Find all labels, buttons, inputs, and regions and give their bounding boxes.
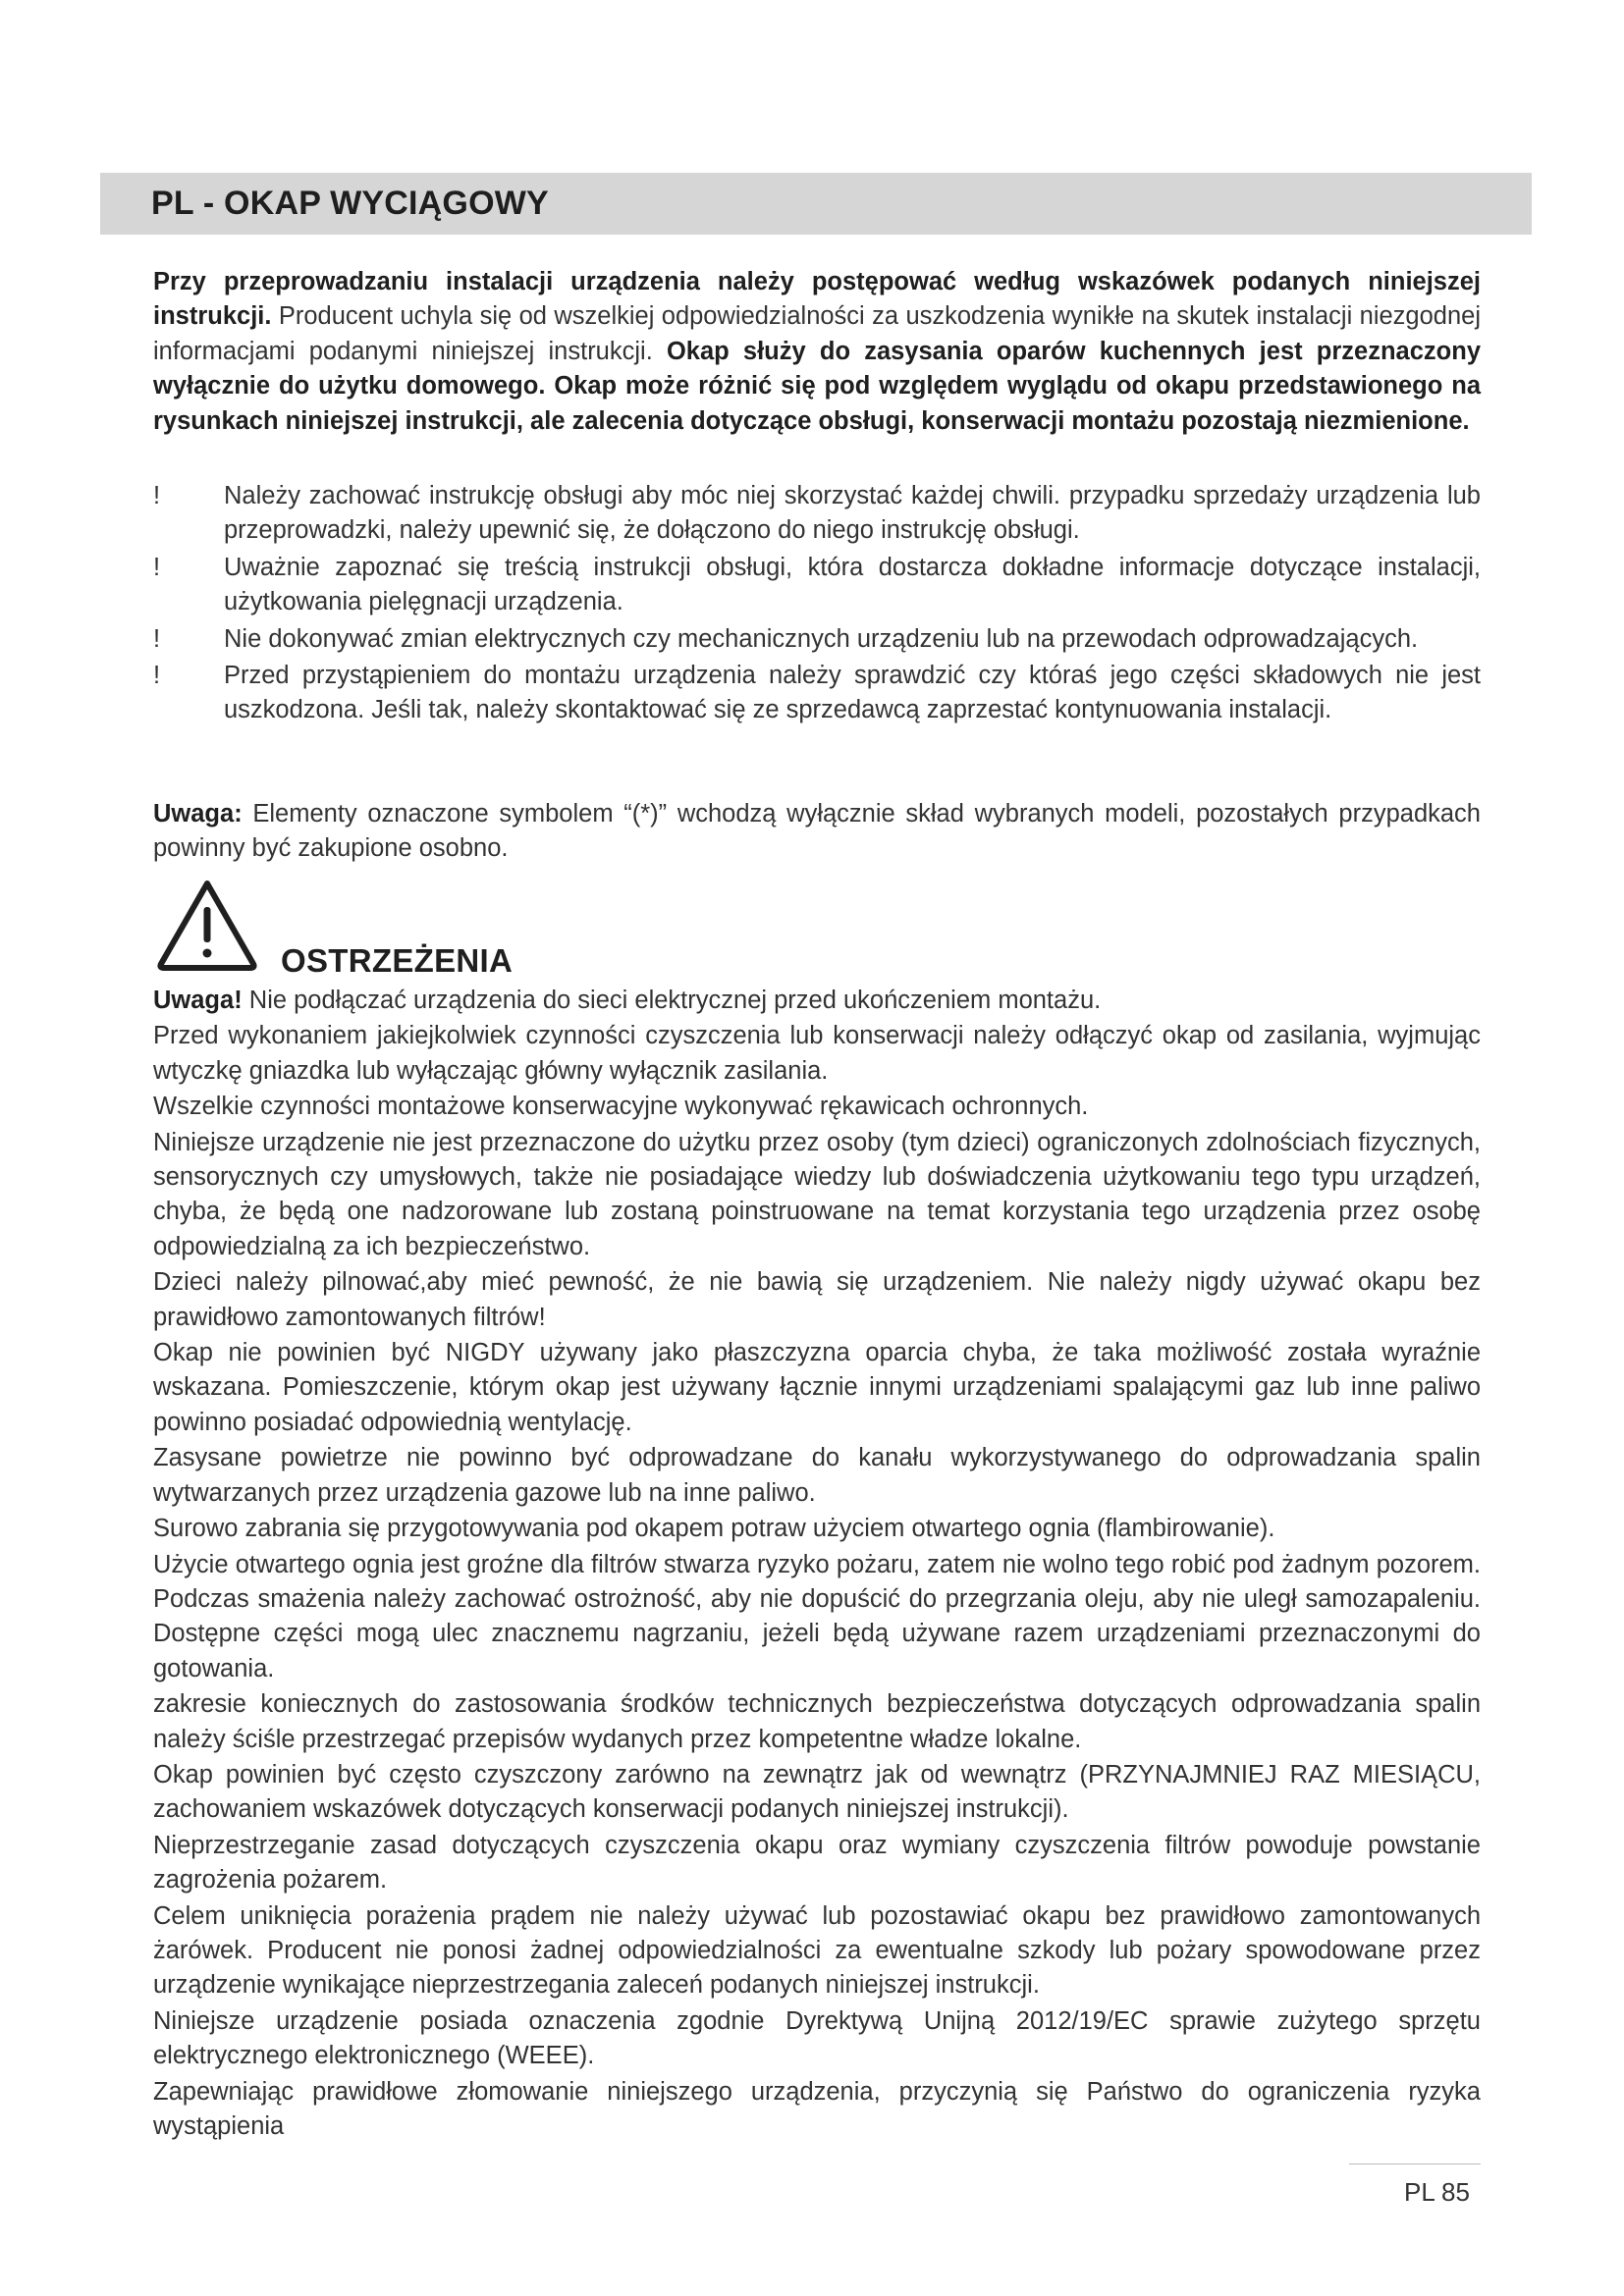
list-item-text: Uważnie zapoznać się treścią instrukcji obsługi, która dostarcza dokładne informacje dotyczące instalacji, użytkowania pielęgnacji urządzenia. [224,553,1481,616]
list-item-text: Należy zachować instrukcję obsługi aby móc niej skorzystać każdej chwili. przypadku sprzedaży urządzenia lub przeprowadzki, należy upewnić się, że dołączono do niego instrukcję obsługi. [224,482,1481,545]
exclamation-mark: ! [153,624,161,653]
warning-paragraph: Użycie otwartego ognia jest groźne dla filtrów stwarza ryzyko pożaru, zatem nie wolno tego robić pod żadnym pozorem. Podczas smażenia należy zachować ostrożność, aby nie dopuścić do przegrzania oleju, aby nie uległ samozapaleniu. Dostępne części mogą ulec znacznemu nagrzaniu, jeżeli będą używane razem urządzeniami przeznaczonymi do gotowania. [153,1550,1481,1682]
warning-paragraph: Niniejsze urządzenie nie jest przeznaczone do użytku przez osoby (tym dzieci) ograniczonych zdolnościach fizycznych, sensorycznych czy umysłowych, także nie posiadające wiedzy lub doświadczenia użytkowaniu tego typu urządzeń, chyba, że będą one nadzorowane lub zostaną poinstruowane na temat korzystania tego urządzenia przez osobę odpowiedzialną za ich bezpieczeństwo. [153,1128,1481,1260]
instruction-list [153,479,1481,730]
warning-paragraph: Nieprzestrzeganie zasad dotyczących czyszczenia okapu oraz wymiany czyszczenia filtrów powoduje powstanie zagrożenia pożarem. [153,1831,1481,1895]
exclamation-mark: ! [153,482,161,509]
warning-paragraph: Celem uniknięcia porażenia prądem nie należy używać lub pozostawiać okapu bez prawidłowo zamontowanych żarówek. Producent nie ponosi żadnej odpowiedzialności za ewentualne szkody lub pożary spowodowane przez urządzenie wynikające nieprzestrzegania zaleceń podanych niniejszej instrukcji. [153,1901,1481,2000]
warning-paragraph: Dzieci należy pilnować,aby mieć pewność, że nie bawią się urządzeniem. Nie należy nigdy używać okapu bez prawidłowo zamontowanych filtrów! [153,1268,1481,1331]
warning-paragraph: Okap powinien być często czyszczony zarówno na zewnątrz jak od wewnątrz (PRZYNAJMNIEJ RAZ MIESIĄCU, zachowaniem wskazówek dotyczących konserwacji podanych niniejszej instrukcji). [153,1760,1481,1824]
warning-paragraph: Niniejsze urządzenie posiada oznaczenia zgodnie Dyrektywą Unijną 2012/19/EC sprawie zużytego sprzętu elektrycznego elektronicznego (WEEE). [153,2006,1481,2070]
intro-text-1: Producent uchyla się od wszelkiej odpowiedzialności za uszkodzenia wynikłe na skutek instalacji niezgodnej informacjami podanymi niniejszej instrukcji. [153,302,1481,365]
page-number: PL 85 [1404,2177,1470,2207]
warning-paragraph: Wszelkie czynności montażowe konserwacyjne wykonywać rękawicach ochronnych. [153,1093,1089,1121]
list-item [153,479,1481,549]
intro-bold-1: Przy przeprowadzaniu instalacji urządzenia należy postępować według wskazówek podanych niniejszej instrukcji. [153,268,1481,331]
warning-paragraph [153,984,1481,1018]
warnings-section [153,984,1481,2145]
section-title-bar [100,173,1532,235]
warning-text: Nie podłączać urządzenia do sieci elektrycznej przed ukończeniem montażu. [242,987,1102,1014]
intro-bold-2: Okap służy do zasysania oparów kuchennych jest przeznaczony wyłącznie do użytku domowego. Okap może różnić się pod względem wyglądu od okapu przedstawionego na rysunkach niniejszej instrukcji, ale zalecenia dotyczące obsługi, konserwacji montażu pozostają niezmienione. [153,337,1482,435]
warning-paragraph: Przed wykonaniem jakiejkolwiek czynności czyszczenia lub konserwacji należy odłączyć okap od zasilania, wyjmując wtyczkę gniazdka lub wyłączając główny wyłącznik zasilania. [153,1022,1481,1085]
intro-paragraph [153,265,1481,439]
note-paragraph [153,797,1481,867]
exclamation-mark: ! [153,553,161,581]
list-item-text: Nie dokonywać zmian elektrycznych czy mechanicznych urządzeniu lub na przewodach odprowadzających. [224,624,1419,653]
note-label: Uwaga: [153,800,243,828]
warning-paragraph: zakresie koniecznych do zastosowania środków technicznych bezpieczeństwa dotyczących odprowadzania spalin należy ściśle przestrzegać przepisów wydanych przez kompetentne władze lokalne. [153,1690,1481,1753]
warning-paragraph: Surowo zabrania się przygotowywania pod okapem potraw użyciem otwartego ognia (flambirowanie). [153,1515,1275,1543]
exclamation-mark: ! [153,662,161,690]
page-title: PL - OKAP WYCIĄGOWY [151,185,549,222]
warning-triangle-icon [155,878,259,972]
warning-paragraph: Zasysane powietrze nie powinno być odprowadzane do kanału wykorzystywanego do odprowadzania spalin wytwarzanych przez urządzenia gazowe lub na inne paliwo. [153,1444,1481,1507]
list-item [153,659,1481,728]
list-item [153,551,1481,620]
list-item-text: Przed przystąpieniem do montażu urządzenia należy sprawdzić czy któraś jego części składowych nie jest uszkodzona. Jeśli tak, należy skontaktować się ze sprzedawcą zaprzestać kontynuowania instalacji. [224,662,1481,724]
warning-paragraph: Okap nie powinien być NIGDY używany jako płaszczyzna oparcia chyba, że taka możliwość została wyraźnie wskazana. Pomieszczenie, którym okap jest używany łącznie innymi urządzeniami spalającymi gaz lub inne paliwo powinno posiadać odpowiednią wentylację. [153,1339,1481,1436]
warnings-heading: OSTRZEŻENIA [281,942,514,979]
footer-divider [1349,2163,1481,2164]
list-item [153,622,1481,657]
warning-paragraph: Zapewniając prawidłowe złomowanie niniejszego urządzenia, przyczynią się Państwo do ograniczenia ryzyka wystąpienia [153,2077,1481,2140]
warning-label: Uwaga! [153,987,243,1014]
note-text: Elementy oznaczone symbolem “(*)” wchodzą wyłącznie skład wybranych modeli, pozostałych przypadkach powinny być zakupione osobno. [153,800,1481,863]
